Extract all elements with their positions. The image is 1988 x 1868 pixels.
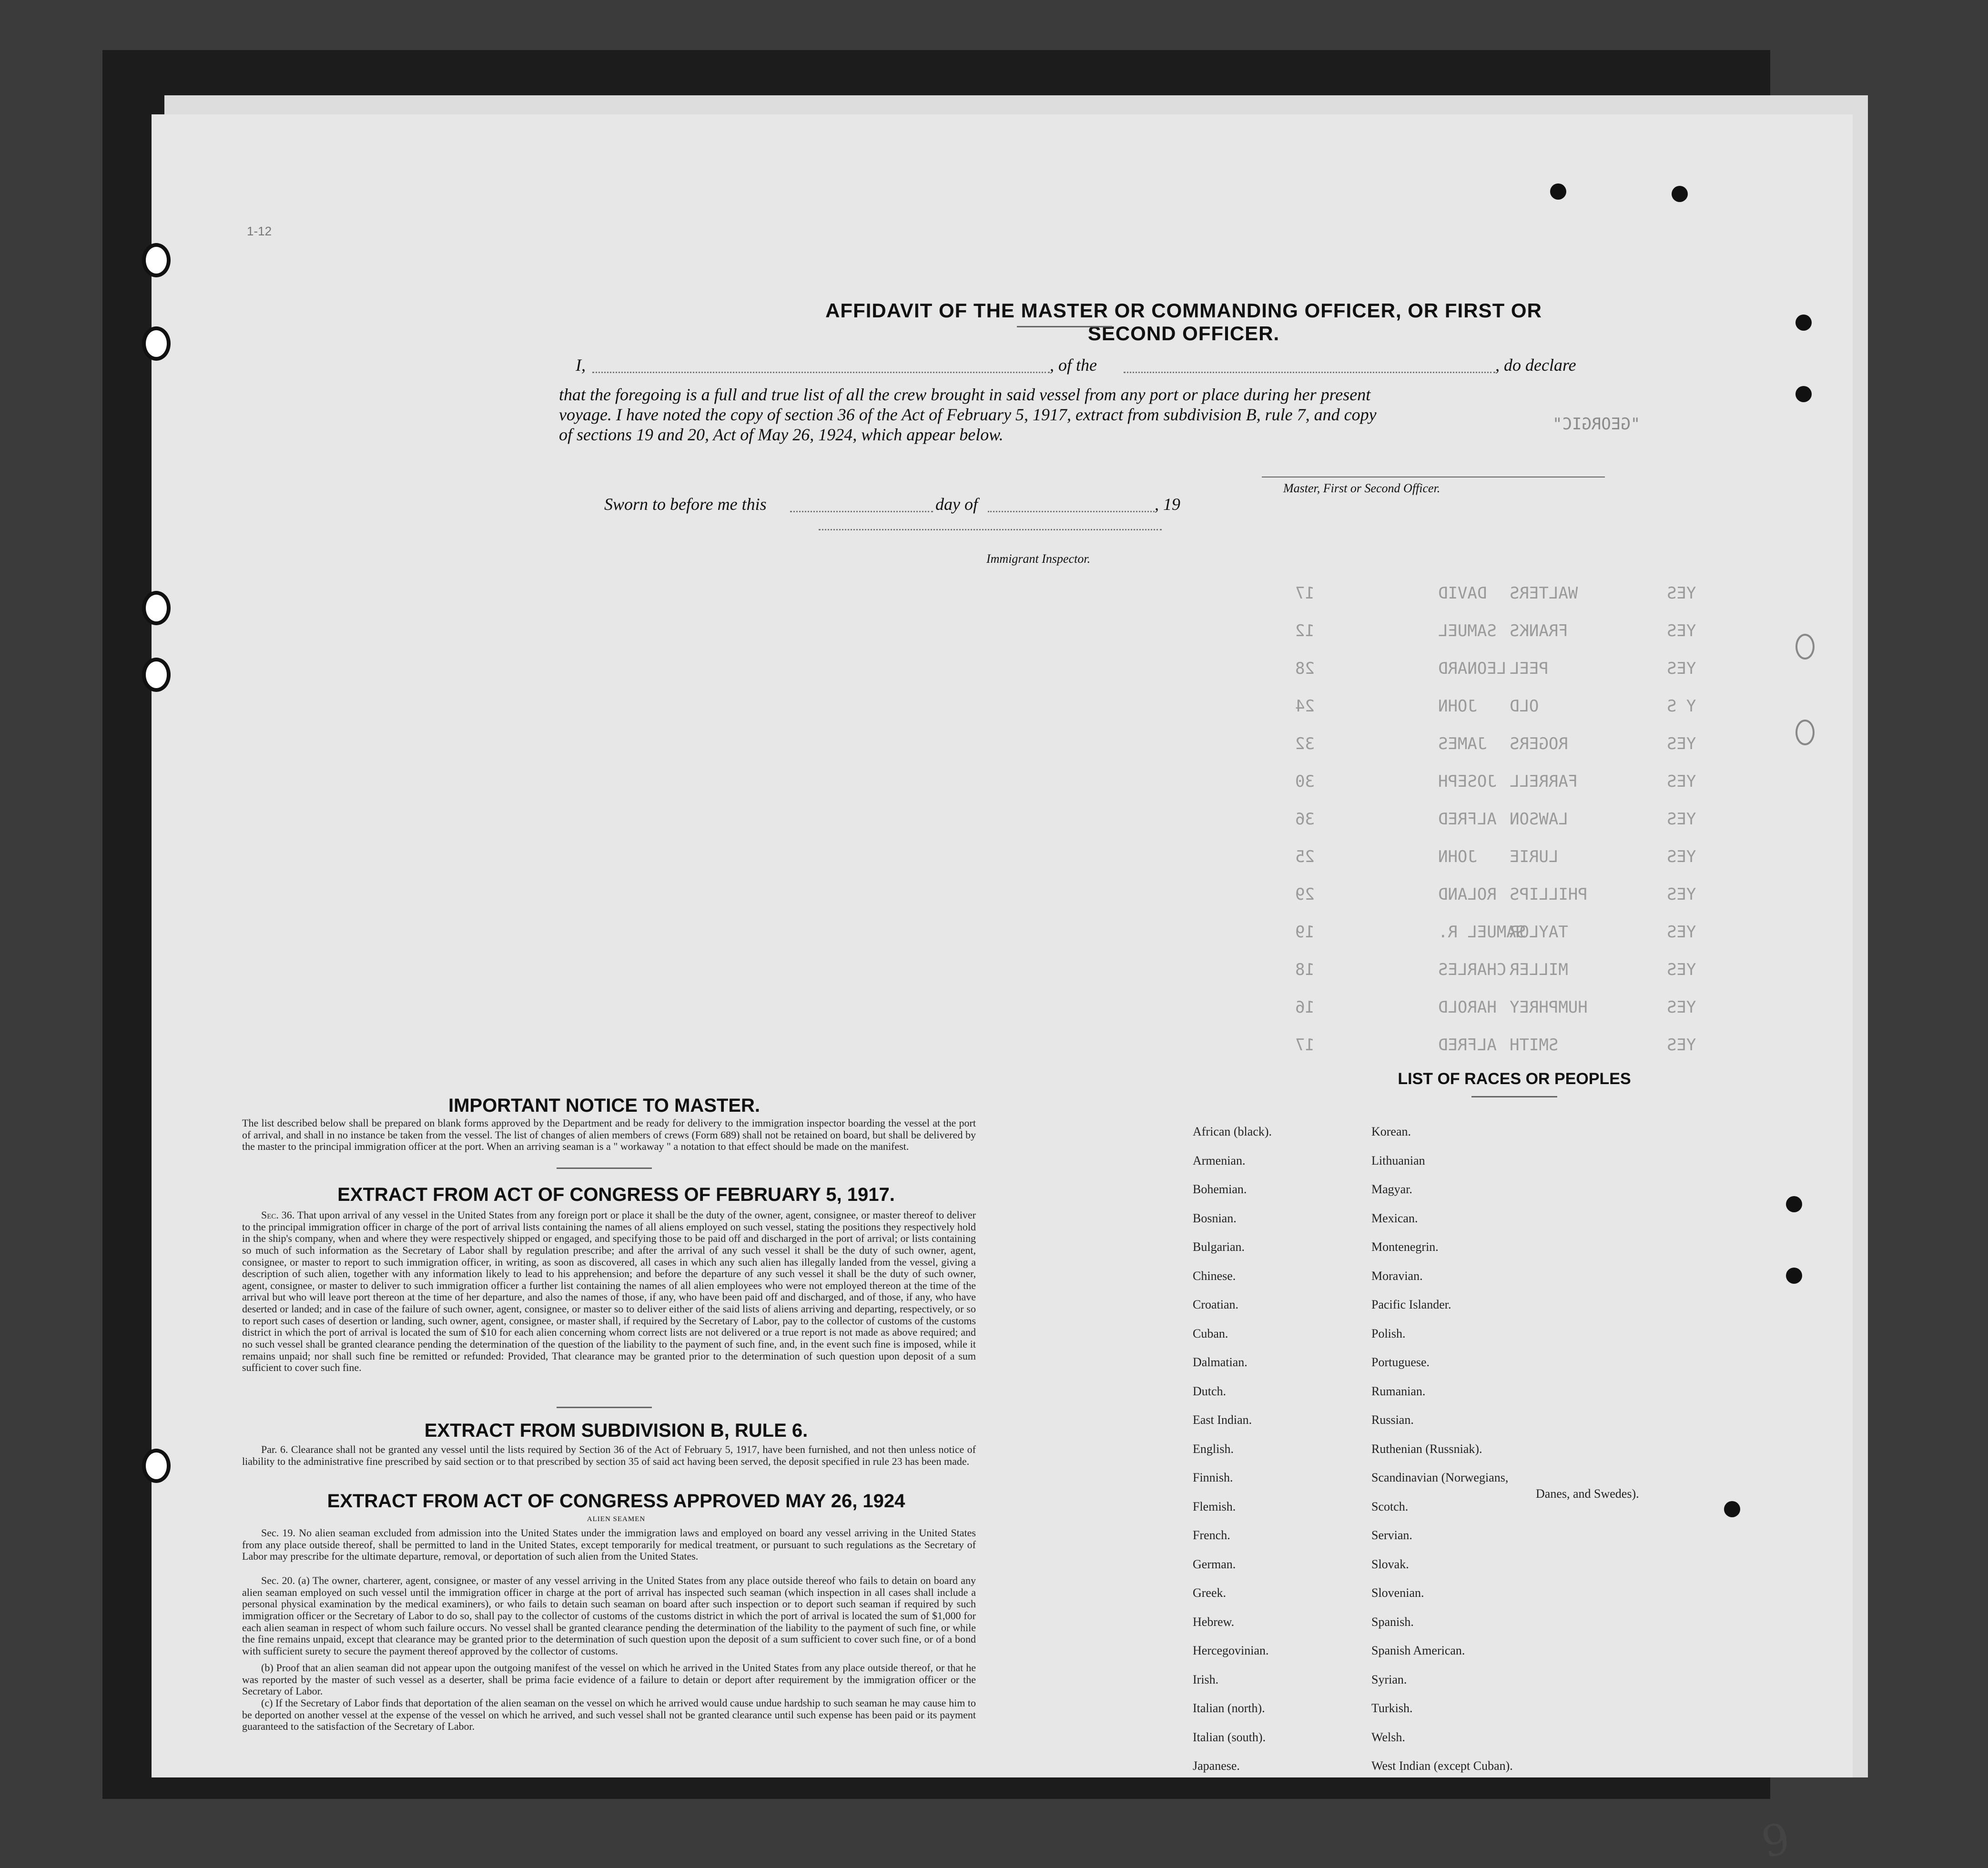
race-item: German. [1193,1557,1236,1571]
race-item: Dutch. [1193,1384,1227,1398]
title-rule [1017,326,1112,327]
race-item: Chinese. [1193,1269,1236,1283]
bleed-yes: YES [1667,1036,1696,1055]
bleed-age: 32 [1295,734,1315,753]
ring-mark [1795,634,1815,660]
bleed-surname: PEEL [1510,659,1549,678]
race-item: Servian. [1371,1528,1412,1542]
sworn-year-label: , 19 [1155,495,1180,514]
race-item: African (black). [1193,1125,1272,1138]
bleed-surname: WALTERS [1510,584,1578,603]
race-item: Greek. [1193,1586,1227,1600]
race-item: Korean. [1371,1125,1411,1138]
race-item: Flemish. [1193,1499,1236,1513]
notice-rule [557,1168,652,1169]
bleed-given: SAMUEL [1438,621,1497,640]
bleed-given: CHARLES [1438,960,1507,979]
do-declare-label: , do declare [1495,355,1576,375]
sworn-month-line [988,511,1155,512]
race-item: Bosnian. [1193,1211,1237,1225]
affidavit-sheet [152,114,1853,1868]
race-item: Turkish. [1371,1701,1413,1715]
bleed-age: 29 [1295,885,1315,904]
bleed-given: JOHN [1438,847,1477,866]
race-item: Bohemian. [1193,1182,1247,1196]
bleed-age: 36 [1295,810,1315,829]
tack-mark [1550,183,1566,200]
inspector-label: Immigrant Inspector. [986,552,1091,566]
bleed-yes: YES [1667,772,1696,791]
bleed-given: JAMES [1438,734,1487,753]
race-item: Dalmatian. [1193,1355,1248,1369]
race-item: Japanese. [1193,1759,1240,1773]
race-item: Slovenian. [1371,1586,1424,1600]
sworn-day-of-label: day of [935,495,978,514]
rule6-title: EXTRACT FROM SUBDIVISION B, RULE 6. [424,1420,808,1441]
tack-mark [1795,315,1812,331]
race-item: Italian (north). [1193,1701,1265,1715]
bleed-age: 25 [1295,847,1315,866]
punch-hole [142,591,171,625]
of-the-label: , of the [1050,355,1097,375]
tack-mark [1672,186,1688,202]
bleed-given: HAROLD [1438,998,1497,1017]
inspector-signature-line [819,529,1162,530]
race-item: Croatian. [1193,1298,1239,1311]
corner-mark: 9 [1757,1813,1795,1868]
race-item: Montenegrin. [1371,1240,1439,1254]
race-item: Spanish American. [1371,1644,1465,1657]
ring-mark [1795,720,1815,745]
bleed-surname: FARRELL [1510,772,1578,791]
race-item: Portuguese. [1371,1355,1430,1369]
extract-1924-title: EXTRACT FROM ACT OF CONGRESS APPROVED MAY 26, 1924 [327,1491,905,1512]
section-36-label: Sec. 36. [261,1209,295,1221]
bleed-yes: YES [1667,923,1696,942]
master-signature-label: Master, First or Second Officer. [1283,481,1440,495]
race-item: Spanish. [1371,1614,1414,1629]
bleed-given: ALFRED [1438,810,1497,829]
race-item: French. [1193,1528,1230,1542]
race-item: Hercegovinian. [1193,1644,1269,1657]
punch-hole [142,658,171,692]
race-item: Irish. [1193,1672,1219,1686]
bleed-surname: LURIE [1510,847,1559,866]
race-item: Scandinavian (Norwegians, [1371,1471,1509,1484]
tack-mark [1724,1501,1740,1517]
punch-hole [142,243,171,277]
race-item: Syrian. [1371,1672,1407,1686]
extract-1917-text [242,1209,976,1374]
vessel-name-line [1124,372,1495,373]
race-item: Cuban. [1193,1326,1228,1340]
bleed-surname: OLD [1510,697,1539,716]
bleed-age: 12 [1295,621,1315,640]
bleed-age: 18 [1295,960,1315,979]
race-item: Finnish. [1193,1471,1233,1484]
race-item: East Indian. [1193,1413,1252,1427]
bleed-yes: YES [1667,810,1696,829]
race-item: Russian. [1371,1413,1414,1427]
bleed-yes: YES [1667,621,1696,640]
sworn-day-line [790,511,933,512]
bleed-yes: YES [1667,734,1696,753]
bleed-surname: TAYLOR [1510,923,1568,942]
race-item: West Indian (except Cuban). [1371,1759,1513,1773]
punch-hole [142,326,171,361]
bleed-yes: YES [1667,847,1696,866]
rule6-text: Par. 6. Clearance shall not be granted any vessel until the lists required by Section 36 of the Act of February 5, 1917, have been furnished, and not then unless notice of liability to the administrative fine prescribed by said section or to that prescribed by section 35 of said act having been served, the deposit specified in rule 23 has been made. [242,1443,976,1467]
bleed-given: JOHN [1438,697,1477,716]
bleed-surname: MILLER [1510,960,1568,979]
bleed-given: SAMUEL R. [1438,923,1526,942]
margin-mark: 1-12 [247,224,272,238]
bleed-surname: HUMPHREY [1510,998,1588,1017]
tack-mark [1786,1196,1802,1212]
bleed-given: ROLAND [1438,885,1497,904]
bleed-age: 30 [1295,772,1315,791]
race-item: Scotch. [1371,1499,1409,1513]
notice-text: The list described below shall be prepared on blank forms approved by the Department and be ready for delivery to the immigration inspector boarding the vessel at the port of arrival, and shall in no instance be taken from the vessel. The list of changes of alien members of crews (Form 689) shall not be retained on board, but shall be delivered by the master to the principal immigration officer at the port. When an arriving seaman is a " workaway " a notation to that effect should be made on the manifest. [242,1117,976,1153]
race-item: Armenian. [1193,1153,1246,1168]
affidavit-statement-3: of sections 19 and 20, Act of May 26, 1924, which appear below. [559,425,1004,444]
race-item: Bulgarian. [1193,1240,1245,1254]
bleed-age: 17 [1295,584,1315,603]
race-item: Slovak. [1371,1557,1409,1571]
bleed-age: 17 [1295,1036,1315,1055]
race-item: Hebrew. [1193,1614,1235,1629]
race-item: Pacific Islander. [1371,1298,1451,1311]
race-item: Magyar. [1371,1182,1412,1196]
tack-mark [1795,386,1812,402]
bleed-yes: Y S [1667,697,1696,716]
extract-1917-title: EXTRACT FROM ACT OF CONGRESS OF FEBRUARY 5, 1917. [337,1184,895,1205]
race-item: English. [1193,1442,1234,1456]
races-title: LIST OF RACES OR PEOPLES [1398,1070,1631,1088]
bleed-yes: YES [1667,659,1696,678]
bleed-given: DAVID [1438,584,1487,603]
vessel-name-stamp: "GEORGIC" [1552,415,1641,434]
bleed-given: ALFRED [1438,1036,1497,1055]
declarant-name-line [592,372,1050,373]
affidavit-statement-2: voyage. I have noted the copy of section 36 of the Act of February 5, 1917, extract from subdivision B, rule 7, and copy [559,405,1377,424]
bleed-age: 28 [1295,659,1315,678]
bleed-yes: YES [1667,885,1696,904]
bleed-surname: SMITH [1510,1036,1559,1055]
section-20a-text: Sec. 20. (a) The owner, charterer, agent, consignee, or master of any vessel arriving in the United States from any place outside thereof who fails to detain on board any alien seaman employed on such vessel until the immigration officer in charge at the port of arrival has inspected such seaman (which inspection in all cases shall include a personal physical examination by the medical examiners), or who fails to detain such seaman on board after such inspection or to deport such seaman if required by such immigration officer or the Secretary of Labor to do so, shall pay to the collector of customs of the customs district in which the port of arrival is located the sum of $1,000 for each alien seaman in respect of whom such failure occurs. No vessel shall be granted clearance pending the determination of the liability to the payment of such fine, or while the fine remains unpaid, except that clearance may be granted prior to the determination of such question upon the deposit of a sum sufficient to cover such fine, or of a bond with sufficient surety to secure the payment thereof approved by the collector of customs. [242,1574,976,1657]
tack-mark [1786,1268,1802,1284]
race-item: Moravian. [1371,1269,1423,1283]
affidavit-statement-1: that the foregoing is a full and true list of all the crew brought in said vessel from any port or place during her present [559,385,1371,404]
bleed-yes: YES [1667,584,1696,603]
bleed-surname: FRANKS [1510,621,1568,640]
race-item: Mexican. [1371,1211,1418,1225]
bleed-given: JOSEPH [1438,772,1497,791]
alien-seamen-subtitle: ALIEN SEAMEN [587,1515,646,1523]
notice-title: IMPORTANT NOTICE TO MASTER. [448,1095,761,1116]
bleed-surname: LAWSON [1510,810,1568,829]
section-20b-text: (b) Proof that an alien seaman did not appear upon the outgoing manifest of the vessel on which he arrived in the United States from any place outside thereof, or that he was reported by the master of such vessel as a deserter, shall be prima facie evidence of a failure to detain or deport after requirement by the immigration officer or the Secretary of Labor. [242,1662,976,1697]
sworn-prefix: Sworn to before me this [604,495,767,514]
bleed-surname: ROGERS [1510,734,1568,753]
race-item: Welsh. [1371,1730,1405,1744]
section-20c-text: (c) If the Secretary of Labor finds that deportation of the alien seaman on the vessel on which he arrived would cause undue hardship to such seaman he may cause him to be deported on another vessel at the expense of the vessel on which he arrived, and such vessel shall not be granted clearance until such expense has been paid or its payment guaranteed to the satisfaction of the Secretary of Labor. [242,1697,976,1733]
bleed-yes: YES [1667,960,1696,979]
affidavit-title: AFFIDAVIT OF THE MASTER OR COMMANDING OFFICER, OR FIRST OR SECOND OFFICER. [825,299,1542,345]
races-rule [1471,1096,1557,1097]
bleed-age: 19 [1295,923,1315,942]
bleed-age: 24 [1295,697,1315,716]
punch-hole [142,1449,171,1483]
bleed-given: LEONARD [1438,659,1507,678]
declarant-prefix: I, [576,355,586,375]
race-item: Lithuanian [1371,1153,1425,1168]
race-scandinavian-continued: Danes, and Swedes). [1536,1487,1639,1501]
race-item: Italian (south). [1193,1730,1266,1744]
race-item: Polish. [1371,1326,1406,1340]
section-36-text: That upon arrival of any vessel in the United States from any foreign port or place it shall be the duty of the owner, agent, consignee, or master thereof to deliver to the principal immigration officer in charge of the port of arrival lists containing the names of all aliens employed on such vessel, stating the positions they respectively hold in the ship's company, when and where they were respectively shipped or engaged, and specifying those to be paid off and discharged in the port of arrival; or lists containing so much of such information as the Secretary of Labor shall by regulation prescribe; and after the arrival of any such vessel it shall be the duty of such owner, agent, consignee, or master to report to such immigration officer, in writing, as soon as discovered, all cases in which any such alien has illegally landed from the vessel, giving a description of such alien, together with any information likely to lead to his apprehension; and before the departure of any such vessel it shall be the duty of such owner, agent, consignee, or master to deliver to such immigration officer a further list containing the names of all alien employees who were not employed thereon at the time of the arrival but who will leave port thereon at the time of her departure, and also the names of those, if any, who have been paid off and discharged, and of those, if any, who have deserted or landed; and in case of the failure of such owner, agent, consignee, or master so to deliver either of the said lists of aliens arriving and departing, respectively, or so to report such cases of desertion or landing, such owner, agent, consignee, or master shall, if required by the Secretary of Labor, pay to the collector of customs of the customs district in which the port of arrival is located the sum of $10 for each alien concerning whom correct lists are not delivered or a true report is not made as above required; and no such vessel shall be granted clearance pending the determination of the question of the liability to the payment of such fine, and, in the event such fine is imposed, while it remains unpaid; nor shall such fine be remitted or refunded: Provided, That clearance may be granted prior to the determination of such question upon deposit of a sum sufficient to cover such fine. [242,1209,976,1374]
bleed-surname: PHILLIPS [1510,885,1588,904]
bleed-age: 16 [1295,998,1315,1017]
race-item: Rumanian. [1371,1384,1426,1398]
race-item: Ruthenian (Russniak). [1371,1442,1482,1456]
section-19-text: Sec. 19. No alien seaman excluded from admission into the United States under the immigration laws and employed on board any vessel arriving in the United States from any place outside thereof, shall be permitted to land in the United States, except temporarily for medical treatment, or pursuant to such regulations as the Secretary of Labor may prescribe for the ultimate departure, removal, or deportation of such alien from the United States. [242,1527,976,1563]
extract-1917-rule [557,1407,652,1408]
bleed-yes: YES [1667,998,1696,1017]
